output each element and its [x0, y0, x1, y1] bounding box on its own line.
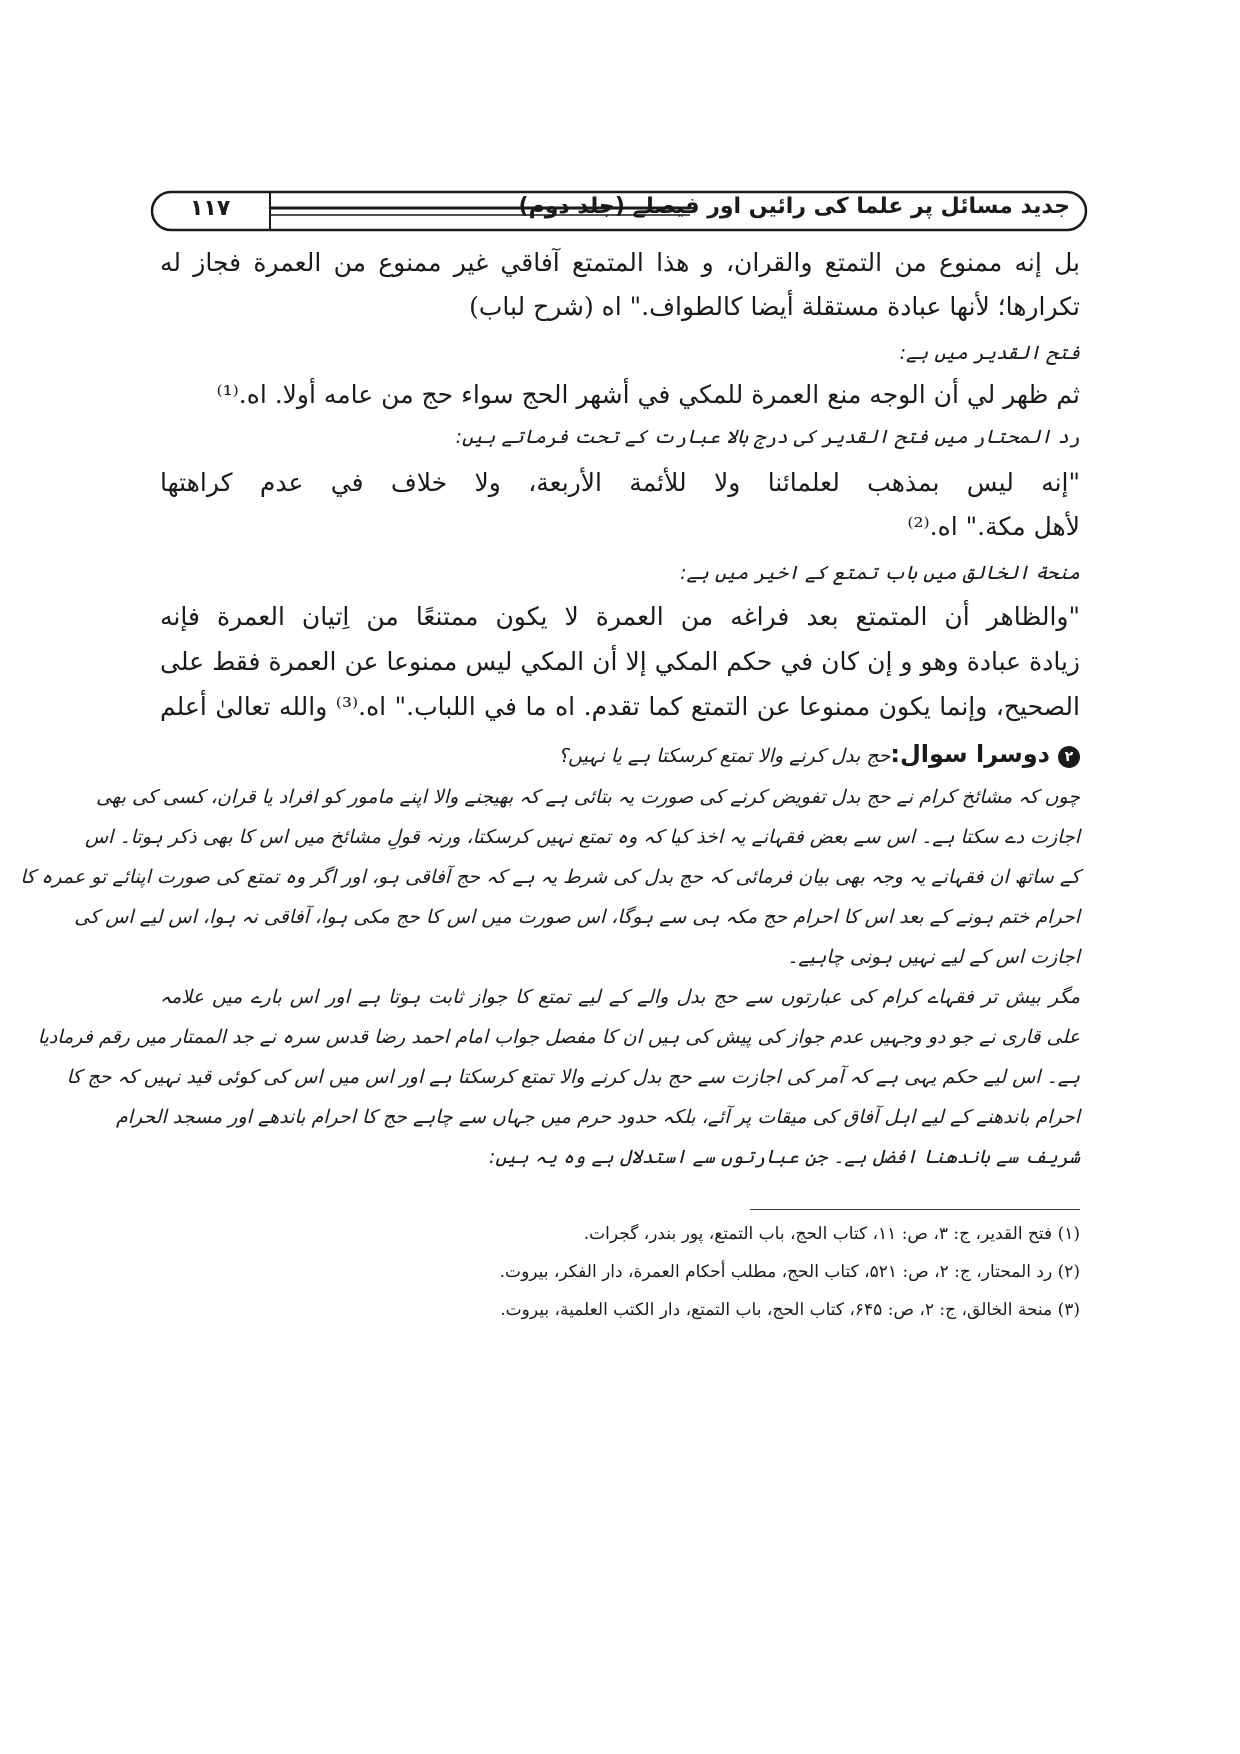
urdu-paragraph-line-10: شریف سے باندھنا افضل ہے۔ جن عبارتوں سے استدلال ہے وہ یہ ہیں: — [489, 1146, 1080, 1168]
footnote-divider — [750, 1209, 1080, 1210]
question-number-badge: ۲ — [1058, 746, 1080, 768]
arabic-line-7: زيادة عبادة وهو و إن كان في حكم المكي إلا أن المكي ليس ممنوعا عن العمرة فقط على — [160, 647, 1080, 676]
urdu-paragraph-line-7: علی قاری نے جو دو وجہیں عدم جواز کی پیش کی ہیں ان کا مفصل جواب امام احمد رضا قدس سرہ نے جد الممتار میں رقم فرمادیا — [37, 1026, 1080, 1048]
arabic-line-3: ثم ظهر لي أن الوجه منع العمرة للمكي في أشهر الحج سواء حج من عامه أولا. اه.⁽¹⁾ — [216, 380, 1080, 409]
urdu-paragraph-line-3: کے ساتھ ان فقہانے یہ وجہ بھی بیان فرمائی کہ حج بدل کی شرط یہ ہے کہ حج آفاقی ہو، اور اگر وہ تمتع کی صورت اپنائے تو عمرہ کا — [20, 866, 1080, 888]
urdu-paragraph-line-8: ہے۔ اس لیے حکم یہی ہے کہ آمر کی اجازت سے حج بدل کرنے والا تمتع کرسکتا ہے اور اس میں اس کی کوئی قید نہیں کہ حج کا — [66, 1066, 1080, 1088]
urdu-paragraph-line-4: احرام ختم ہونے کے بعد اس کا احرام حج مکہ ہی سے ہوگا، اس صورت میں اس کا حج مکی ہوا، آفاقی نہ ہوا، اس لیے اس کی — [74, 906, 1080, 928]
urdu-paragraph-line-2: اجازت دے سکتا ہے۔ اس سے بعض فقہانے یہ اخذ کیا کہ وہ تمتع نہیں کرسکتا، ورنہ قولِ مشائخ میں اس کا بھی ذکر ہوتا۔ اس — [84, 826, 1080, 848]
question-heading — [558, 740, 1080, 768]
urdu-paragraph-line-6: مگر بیش تر فقہاے کرام کی عبارتوں سے حج بدل والے کے لیے تمتع کا جواز ثابت ہوتا ہے اور اس بارے میں علامہ — [160, 986, 1080, 1008]
arabic-line-5: لأهل مكة." اه.⁽²⁾ — [907, 512, 1080, 541]
footnote-1: (۱) فتح القدير، ج: ۳، ص: ۱۱، كتاب الحج، باب التمتع، پور بندر، گجرات. — [583, 1224, 1080, 1244]
footnote-2: (۲) رد المحتار، ج: ۲، ص: ۵۲۱، كتاب الحج، مطلب أحكام العمرة، دار الفكر، بيروت. — [499, 1262, 1080, 1282]
urdu-paragraph-line-9: احرام باندھنے کے لیے اہل آفاق کی میقات پر آئے، بلکہ حدود حرم میں جہاں سے چاہے حج کا احرام باندھے اور مسجد الحرام — [115, 1106, 1080, 1128]
urdu-caption-2: رد المحتار میں فتح القدیر کی درج بالا عبارت کے تحت فرماتے ہیں: — [455, 426, 1080, 448]
arabic-line-1: بل إنه ممنوع من التمتع والقران، و هذا المتمتع آفاقي غير ممنوع من العمرة فجاز له — [160, 248, 1080, 277]
question-text: حج بدل کرنے والا تمتع کرسکتا ہے یا نہیں؟ — [558, 745, 891, 767]
urdu-paragraph-line-5: اجازت اس کے لیے نہیں ہونی چاہیے۔ — [787, 946, 1080, 968]
footnote-3: (۳) منحة الخالق، ج: ۲، ص: ۶۴۵، كتاب الحج، باب التمتع، دار الكتب العلمية، بيروت. — [500, 1300, 1080, 1320]
urdu-caption-1: فتح القدیر میں ہے: — [899, 342, 1080, 364]
question-title: دوسرا سوال: — [890, 740, 1050, 768]
page-number: ۱۱۷ — [190, 196, 231, 221]
urdu-caption-3: منحة الخالق میں باب تمتع کے اخیر میں ہے: — [680, 562, 1080, 584]
arabic-line-2: تكرارها؛ لأنها عبادة مستقلة أيضا كالطواف." اه (شرح لباب) — [469, 292, 1080, 321]
urdu-paragraph-line-1: چوں کہ مشائخ کرام نے حج بدل تفویض کرنے کی صورت یہ بتائی ہے کہ بھیجنے والا اپنے مامور کو افراد یا قران، کسی کی بھی — [96, 786, 1080, 808]
arabic-line-4: "إنه ليس بمذهب لعلمائنا ولا للأئمة الأربعة، ولا خلاف في عدم كراهتها — [160, 468, 1080, 497]
page-body — [20, 0, 1080, 1754]
arabic-line-6: "والظاهر أن المتمتع بعد فراغه من العمرة لا يكون ممتنعًا من اِتيان العمرة فإنه — [160, 602, 1080, 631]
arabic-line-8: الصحيح، وإنما يكون ممنوعا عن التمتع كما تقدم. اه ما في اللباب." اه.⁽³⁾ والله تعالىٰ أعلم — [160, 692, 1080, 721]
header-title: جدید مسائل پر علما کی رائیں اور فیصلے (جلد دوم) — [518, 194, 1070, 219]
